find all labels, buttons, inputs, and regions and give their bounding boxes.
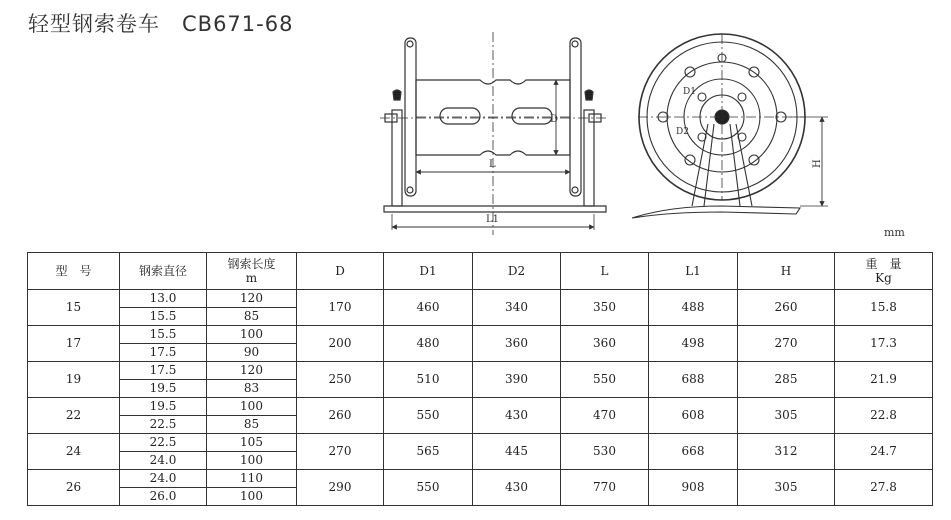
- cell-model: 24: [28, 434, 120, 470]
- table-row: [28, 434, 933, 452]
- header-L1: L1: [649, 253, 738, 290]
- cell-D2: 445: [473, 434, 561, 470]
- cell-L: 530: [561, 434, 649, 470]
- cell-rope-length: 85: [207, 416, 297, 434]
- table-body: [28, 290, 933, 506]
- label-D2: D2: [676, 127, 689, 137]
- cell-D: 290: [297, 470, 384, 506]
- cell-model: 15: [28, 290, 120, 326]
- cell-rope-length: 100: [207, 452, 297, 470]
- cell-D: 200: [297, 326, 384, 362]
- cell-weight: 27.8: [835, 470, 933, 506]
- cell-rope-length: 100: [207, 488, 297, 506]
- right-handle: [585, 90, 593, 100]
- cell-H: 260: [738, 290, 835, 326]
- cell-D1: 510: [384, 362, 473, 398]
- cell-rope-diameter: 19.5: [120, 380, 207, 398]
- cell-H: 305: [738, 470, 835, 506]
- cell-D2: 360: [473, 326, 561, 362]
- cell-L: 770: [561, 470, 649, 506]
- cell-rope-length: 110: [207, 470, 297, 488]
- cell-model: 19: [28, 362, 120, 398]
- base-plate: [384, 206, 606, 212]
- table-row: [28, 470, 933, 488]
- cell-L1: 498: [649, 326, 738, 362]
- cell-rope-length: 100: [207, 326, 297, 344]
- table-row: [28, 362, 933, 380]
- cell-rope-diameter: 26.0: [120, 488, 207, 506]
- unit-label: mm: [884, 226, 905, 239]
- label-L1: L1: [486, 214, 500, 225]
- cell-L1: 688: [649, 362, 738, 398]
- cell-D1: 550: [384, 470, 473, 506]
- cell-rope-diameter: 15.5: [120, 308, 207, 326]
- cell-L: 470: [561, 398, 649, 434]
- cell-rope-length: 90: [207, 344, 297, 362]
- cell-rope-length: 83: [207, 380, 297, 398]
- cell-H: 312: [738, 434, 835, 470]
- left-frame: [392, 110, 402, 206]
- header-H: H: [738, 253, 835, 290]
- cell-rope-diameter: 24.0: [120, 452, 207, 470]
- title-text: 轻型钢索卷车: [28, 12, 160, 36]
- cell-model: 17: [28, 326, 120, 362]
- cell-L1: 668: [649, 434, 738, 470]
- cell-rope-diameter: 22.5: [120, 416, 207, 434]
- right-frame: [584, 110, 594, 206]
- right-flange: [570, 38, 581, 196]
- side-view: [632, 34, 828, 218]
- header-L: L: [561, 253, 649, 290]
- cell-H: 305: [738, 398, 835, 434]
- cell-weight: 21.9: [835, 362, 933, 398]
- cell-rope-diameter: 15.5: [120, 326, 207, 344]
- cell-weight: 17.3: [835, 326, 933, 362]
- header-rope-length: 钢索长度 m: [207, 253, 297, 290]
- cell-rope-diameter: 22.5: [120, 434, 207, 452]
- cell-weight: 15.8: [835, 290, 933, 326]
- label-D: D: [550, 114, 559, 125]
- header-D2: D2: [473, 253, 561, 290]
- label-D1: D1: [683, 87, 696, 97]
- cell-L: 550: [561, 362, 649, 398]
- technical-drawing: [370, 30, 915, 235]
- left-flange: [405, 38, 416, 196]
- label-L: L: [489, 159, 496, 170]
- cell-rope-diameter: 24.0: [120, 470, 207, 488]
- header-D1: D1: [384, 253, 473, 290]
- cell-D: 170: [297, 290, 384, 326]
- table-row: [28, 326, 933, 344]
- cell-D2: 340: [473, 290, 561, 326]
- ground-line: [632, 206, 800, 218]
- cell-weight: 24.7: [835, 434, 933, 470]
- header-D: D: [297, 253, 384, 290]
- table-row: [28, 290, 933, 308]
- cell-L1: 608: [649, 398, 738, 434]
- cell-rope-length: 120: [207, 290, 297, 308]
- label-H: H: [812, 159, 823, 168]
- cell-D2: 430: [473, 398, 561, 434]
- cell-rope-diameter: 17.5: [120, 344, 207, 362]
- front-view: [380, 32, 606, 235]
- cell-L: 350: [561, 290, 649, 326]
- cell-L1: 488: [649, 290, 738, 326]
- cell-weight: 22.8: [835, 398, 933, 434]
- spec-table: [27, 252, 933, 506]
- cell-rope-length: 120: [207, 362, 297, 380]
- cell-D: 270: [297, 434, 384, 470]
- cell-H: 285: [738, 362, 835, 398]
- cell-rope-length: 100: [207, 398, 297, 416]
- header-weight: 重 量 Kg: [835, 253, 933, 290]
- cell-rope-diameter: 17.5: [120, 362, 207, 380]
- cell-model: 22: [28, 398, 120, 434]
- table-row: [28, 398, 933, 416]
- cell-D1: 550: [384, 398, 473, 434]
- cell-rope-length: 85: [207, 308, 297, 326]
- cell-D1: 565: [384, 434, 473, 470]
- header-row: [28, 253, 933, 290]
- cell-D2: 430: [473, 470, 561, 506]
- cell-L: 360: [561, 326, 649, 362]
- cell-D1: 460: [384, 290, 473, 326]
- cell-D: 260: [297, 398, 384, 434]
- cell-model: 26: [28, 470, 120, 506]
- cell-rope-diameter: 13.0: [120, 290, 207, 308]
- cell-D2: 390: [473, 362, 561, 398]
- cell-H: 270: [738, 326, 835, 362]
- left-handle: [393, 90, 401, 100]
- page-title: [28, 8, 293, 38]
- cell-D: 250: [297, 362, 384, 398]
- header-model: 型 号: [28, 253, 120, 290]
- cell-rope-diameter: 19.5: [120, 398, 207, 416]
- cell-D1: 480: [384, 326, 473, 362]
- drum-slot-right: [512, 108, 552, 124]
- header-rope-diameter: 钢索直径: [120, 253, 207, 290]
- standard-code: CB671-68: [182, 12, 294, 36]
- cell-rope-length: 105: [207, 434, 297, 452]
- cell-L1: 908: [649, 470, 738, 506]
- drum-slot-left: [440, 108, 480, 124]
